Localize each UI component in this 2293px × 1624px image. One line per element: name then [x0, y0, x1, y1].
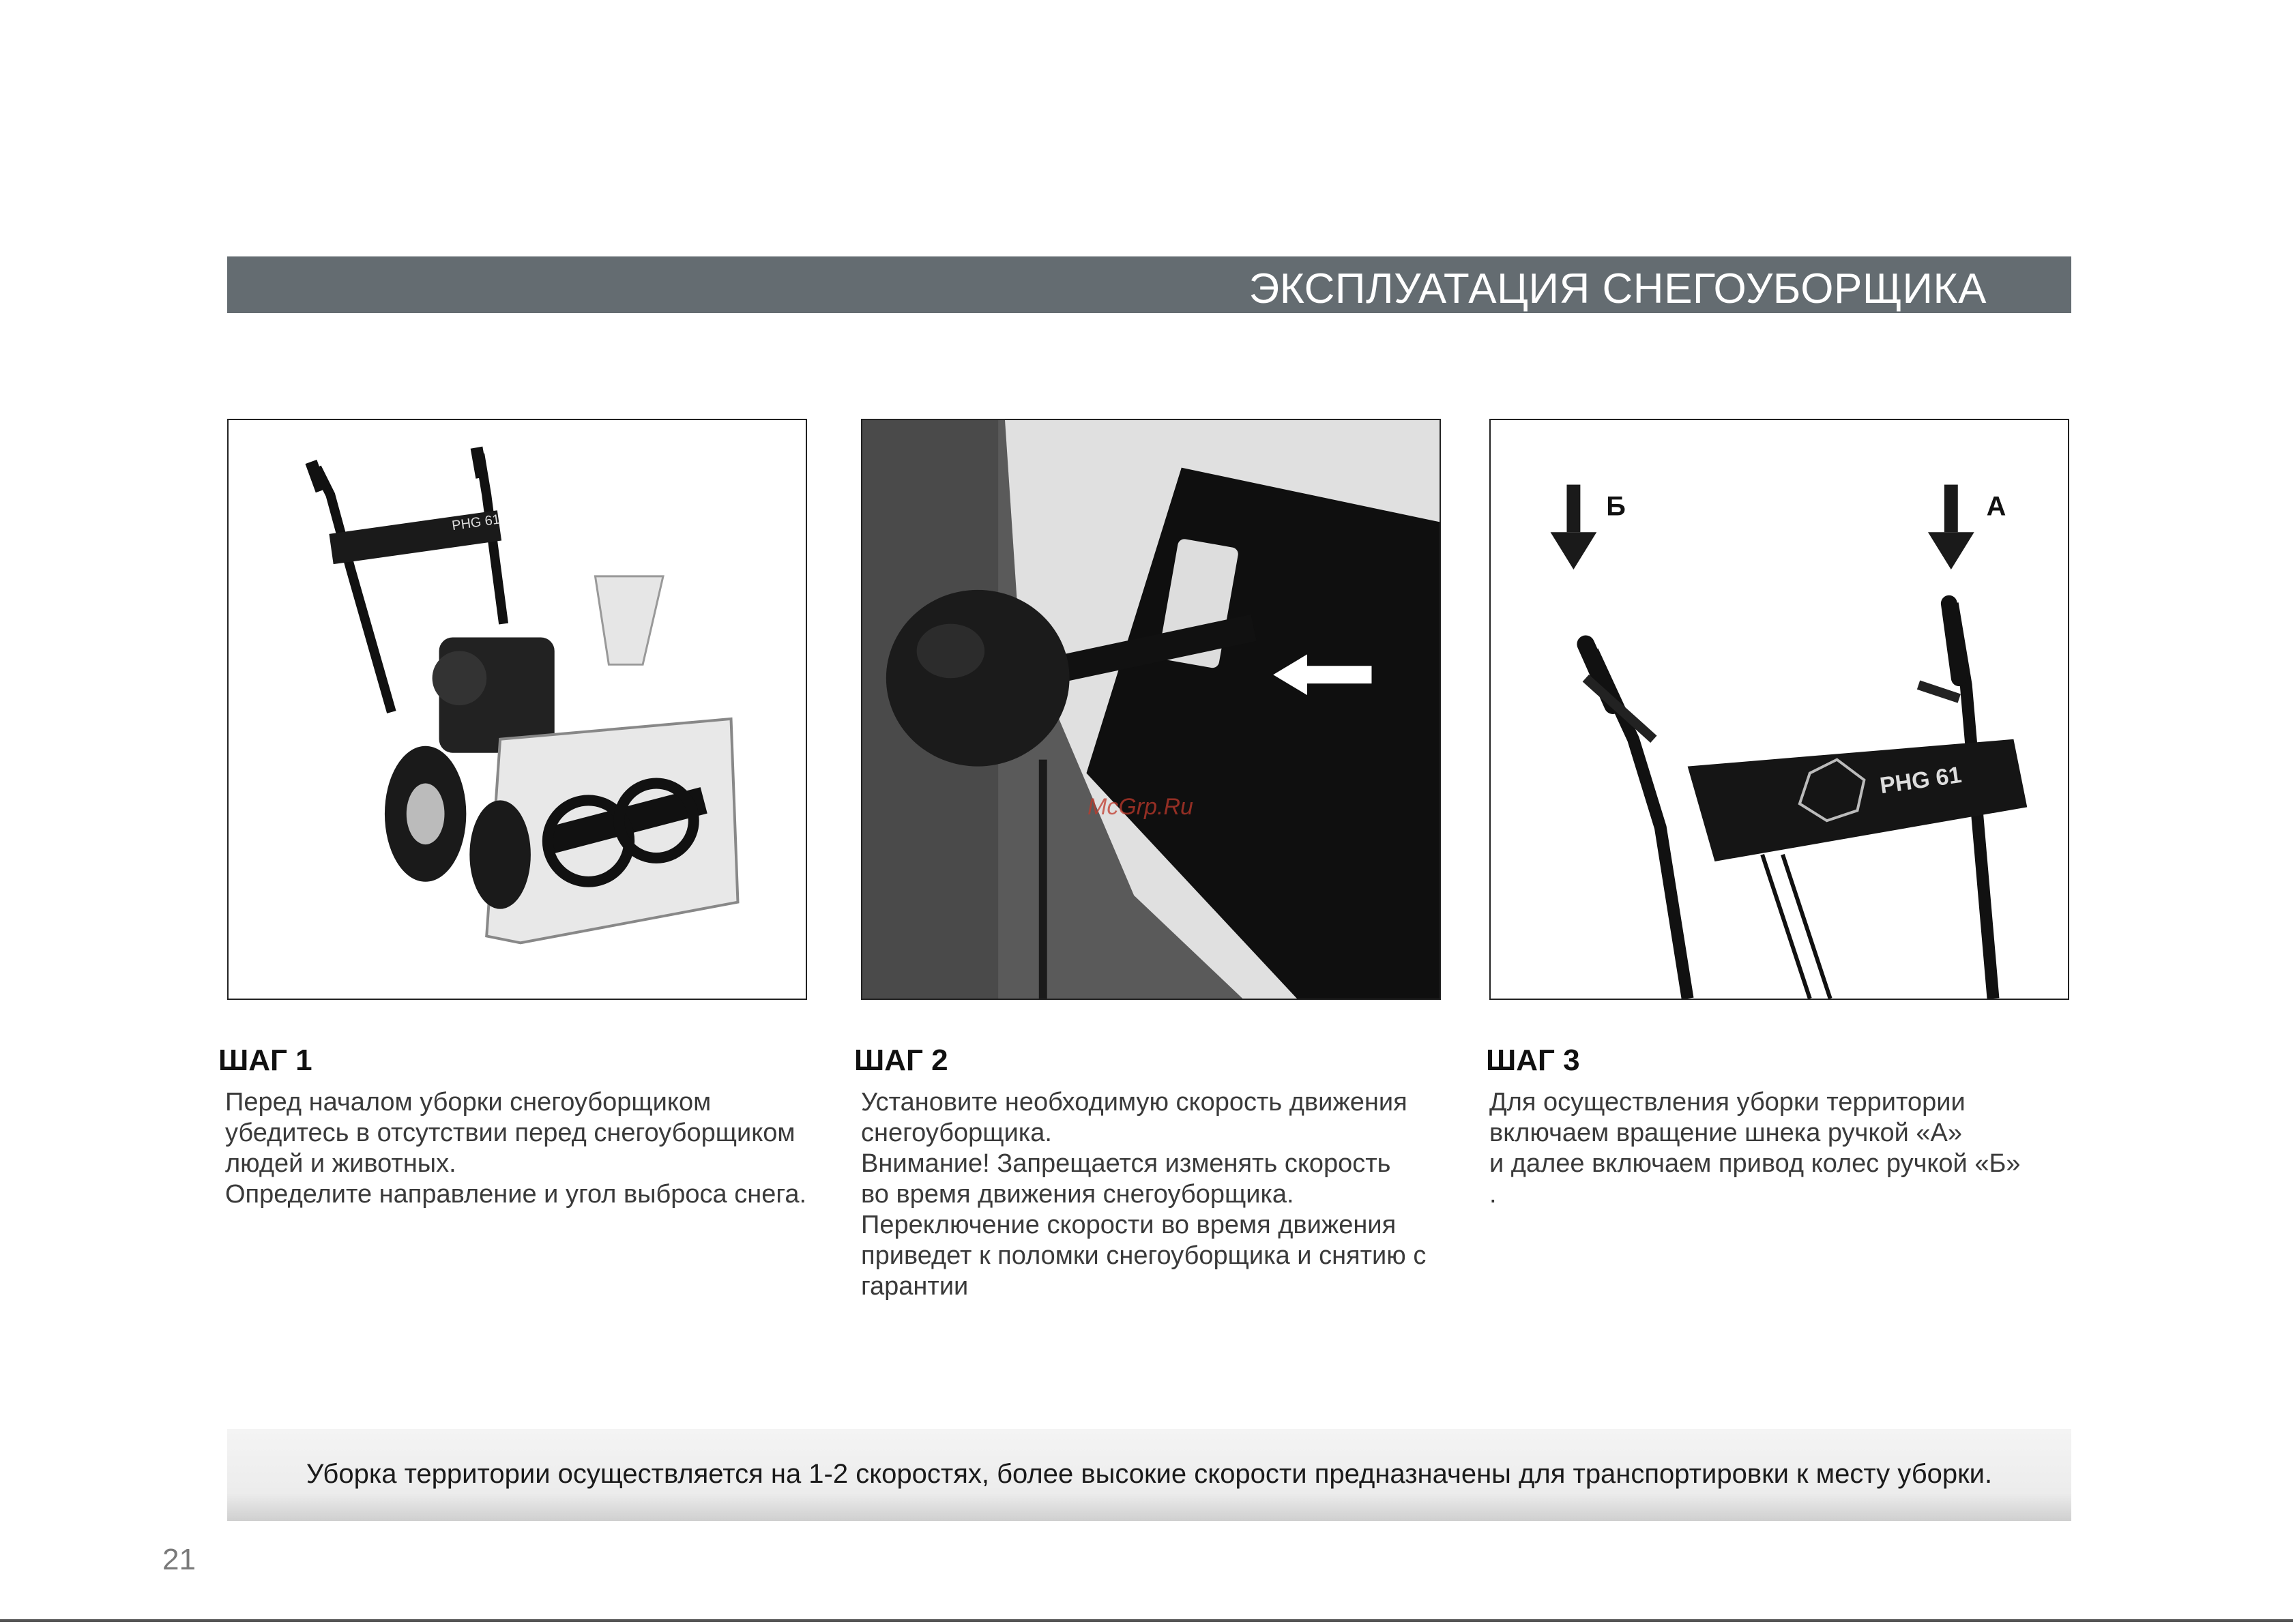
- gear-lever-photo: [862, 420, 1440, 999]
- step-3-title: ШАГ 3: [1486, 1044, 1580, 1077]
- step-2-line: Переключение скорости во время движения: [861, 1211, 1397, 1239]
- step-2-title: ШАГ 2: [854, 1044, 948, 1077]
- page-number: 21: [162, 1543, 196, 1576]
- section-header-bar: [227, 256, 2071, 313]
- bottom-divider: [0, 1619, 2293, 1622]
- step-2-line: гарантии: [861, 1272, 969, 1301]
- step-1-line: Перед началом уборки снегоуборщиком: [225, 1088, 712, 1117]
- figure-gear-lever: [861, 419, 1441, 1000]
- control-handles-illustration: [1491, 420, 2068, 999]
- figure-control-handles: [1489, 419, 2069, 1000]
- fig3-model-label: PHG 61: [1878, 761, 1963, 799]
- step-2: [854, 1044, 1468, 1302]
- step-1-title: ШАГ 1: [218, 1044, 312, 1077]
- note-text: Уборка территории осуществляется на 1-2 скоростях, более высокие скорости предназначены для транспортировки к месту уборки.: [306, 1459, 1993, 1489]
- step-3-line: и далее включаем привод колес ручкой «Б»: [1489, 1149, 2021, 1178]
- step-2-line: во время движения снегоуборщика.: [861, 1180, 1294, 1209]
- arrow-a-icon: [1928, 485, 1974, 570]
- step-2-line: Установите необходимую скорость движения: [861, 1088, 1407, 1117]
- arrow-b-icon: [1551, 485, 1597, 570]
- note-bar: [227, 1429, 2071, 1521]
- step-3-line: .: [1489, 1180, 1497, 1209]
- snowblower-illustration: [229, 420, 806, 999]
- step-2-line: снегоуборщика.: [861, 1119, 1052, 1147]
- step-3: [1486, 1044, 2100, 1210]
- watermark-text: McGrp.Ru: [1087, 794, 1193, 820]
- figure-snowblower: [227, 419, 807, 1000]
- label-a: А: [1986, 491, 2006, 522]
- step-3-line: включаем вращение шнека ручкой «А»: [1489, 1119, 1962, 1147]
- step-1: [218, 1044, 832, 1210]
- section-title: ЭКСПЛУАТАЦИЯ СНЕГОУБОРЩИКА: [1248, 265, 1987, 312]
- step-3-line: Для осуществления уборки территории: [1489, 1088, 1966, 1117]
- step-1-line: людей и животных.: [225, 1149, 456, 1178]
- label-b: Б: [1606, 491, 1626, 522]
- step-1-line: Определите направление и угол выброса снега.: [225, 1180, 807, 1209]
- fig1-model-label: PHG 61: [451, 512, 501, 534]
- step-2-line: приведет к поломки снегоуборщика и снятию с: [861, 1241, 1427, 1270]
- step-2-line: Внимание! Запрещается изменять скорость: [861, 1149, 1391, 1178]
- step-1-line: убедитесь в отсутствии перед снегоуборщиком: [225, 1119, 795, 1147]
